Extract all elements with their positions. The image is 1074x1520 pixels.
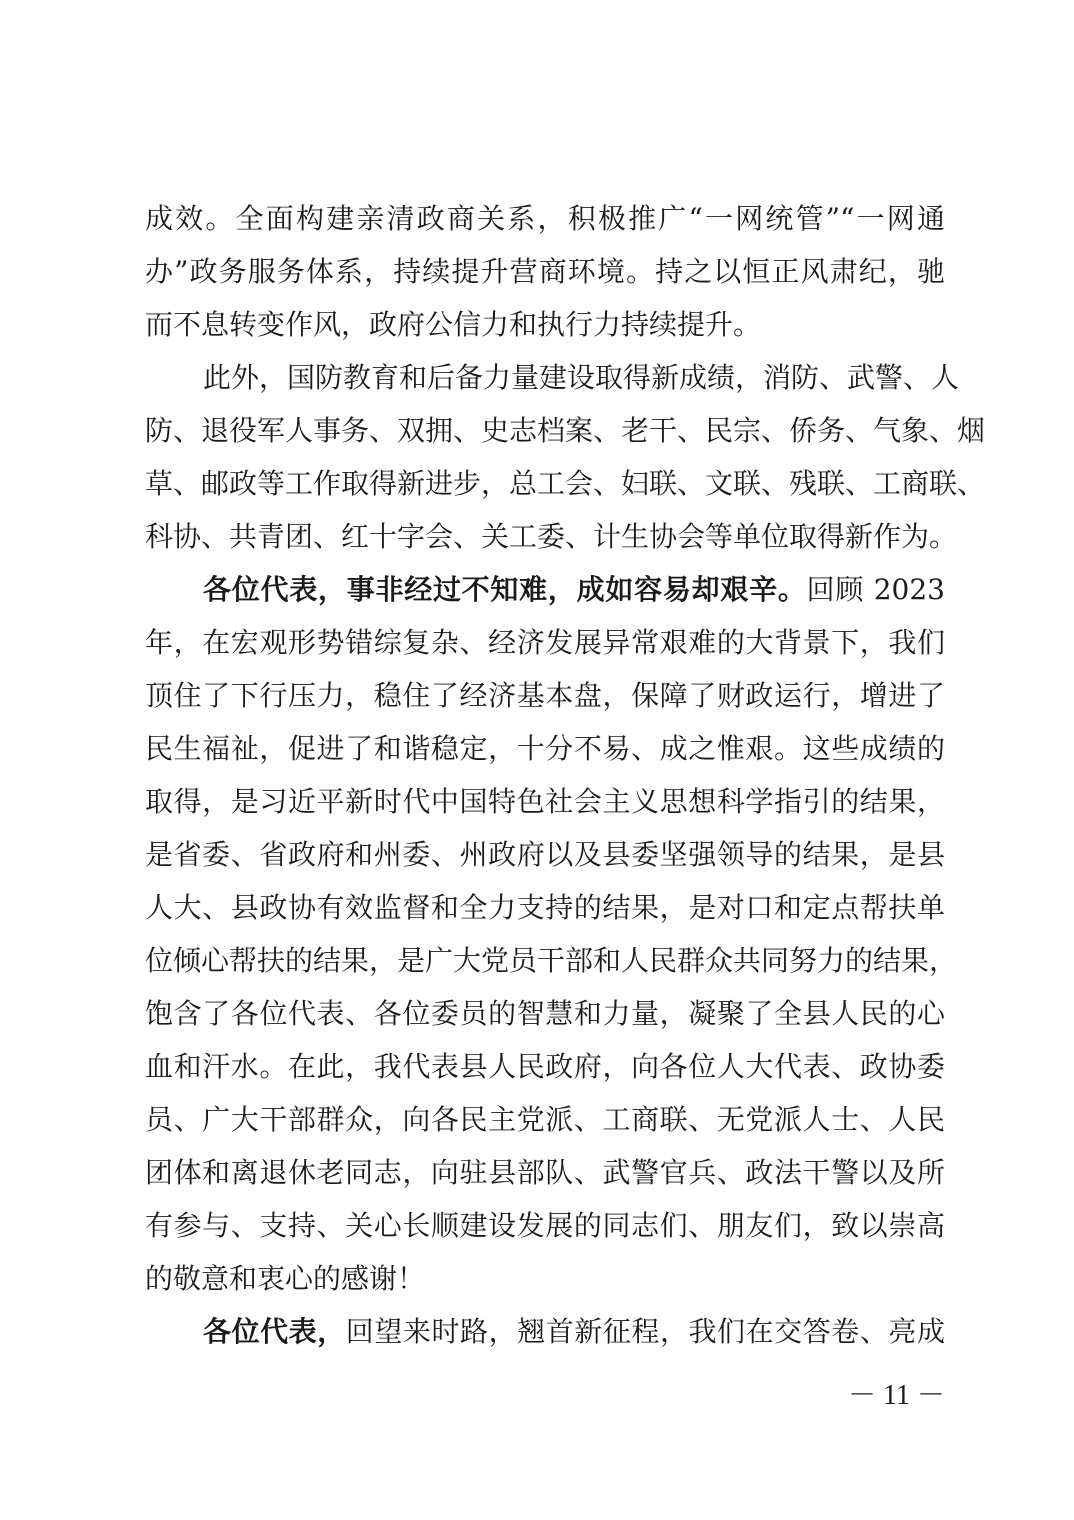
text-line: 饱含了各位代表、各位委员的智慧和力量，凝聚了全县人民的心 — [145, 997, 945, 1030]
document-body — [145, 192, 986, 1358]
text-line: 而不息转变作风，政府公信力和执行力持续提升。 — [145, 308, 762, 341]
paragraph-start-line — [145, 1305, 945, 1358]
text-line: 顶住了下行压力，稳住了经济基本盘，保障了财政运行，增进了 — [145, 679, 945, 712]
text-segment: 回望来时路，翘首新征程，我们在交答卷、亮成 — [345, 1315, 945, 1348]
text-line: 草、邮政等工作取得新进步，总工会、妇联、文联、残联、工商联、 — [145, 467, 986, 500]
paragraph-start-line: 此外，国防教育和后备力量建设取得新成绩，消防、武警、人 — [203, 361, 960, 394]
text-line: 成效。全面构建亲清政商关系，积极推广“一网统管”“一网通 — [145, 202, 945, 235]
text-line: 有参与、支持、关心长顺建设发展的同志们、朋友们，致以崇高 — [145, 1209, 945, 1242]
text-line: 的敬意和衷心的感谢！ — [145, 1262, 426, 1295]
text-line: 团体和离退休老同志，向驻县部队、武警官兵、政法干警以及所 — [145, 1156, 945, 1189]
text-line: 科协、共青团、红十字会、关工委、计生协会等单位取得新作为。 — [145, 520, 958, 553]
text-line: 是省委、省政府和州委、州政府以及县委坚强领导的结果，是县 — [145, 838, 945, 871]
text-line: 人大、县政协有效监督和全力支持的结果，是对口和定点帮扶单 — [145, 891, 945, 924]
text-line: 民生福祉，促进了和谐稳定，十分不易、成之惟艰。这些成绩的 — [145, 732, 945, 765]
text-line: 办”政务服务体系，持续提升营商环境。持之以恒正风肃纪，驰 — [145, 255, 945, 288]
text-segment: 回顾 2023 — [806, 573, 945, 606]
text-line: 防、退役军人事务、双拥、史志档案、老干、民宗、侨务、气象、烟 — [145, 414, 986, 447]
page-number: － 11 － — [848, 1380, 945, 1411]
paragraph-start-line — [145, 563, 945, 616]
text-line: 取得，是习近平新时代中国特色社会主义思想科学指引的结果， — [145, 785, 945, 818]
text-line: 年，在宏观形势错综复杂、经济发展异常艰难的大背景下，我们 — [145, 626, 945, 659]
bold-lead-text: 各位代表， — [203, 1315, 346, 1348]
text-line: 员、广大干部群众，向各民主党派、工商联、无党派人士、人民 — [145, 1103, 945, 1136]
text-line: 位倾心帮扶的结果，是广大党员干部和人民群众共同努力的结果， — [145, 944, 958, 977]
text-line: 血和汗水。在此，我代表县人民政府，向各位人大代表、政协委 — [145, 1050, 945, 1083]
bold-lead-text: 各位代表，事非经过不知难，成如容易却艰辛。 — [203, 573, 807, 606]
